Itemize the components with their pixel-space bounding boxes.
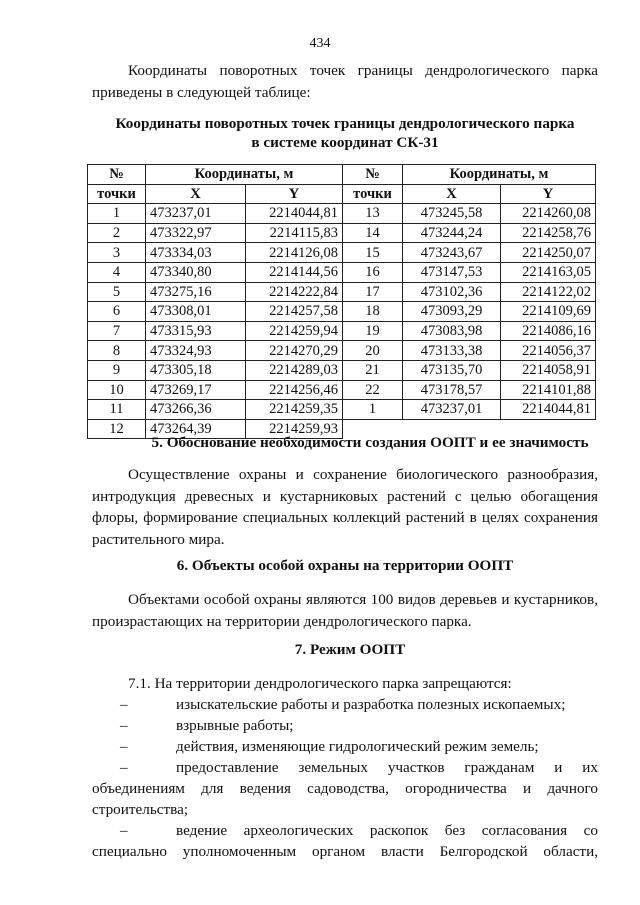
dash-marker: – (120, 738, 128, 755)
point-number-cell: 11 (88, 400, 146, 420)
table-row (88, 282, 596, 302)
dash-marker: – (120, 717, 128, 734)
x-coordinate-cell: 473324,93 (146, 341, 246, 361)
list-item-continuation: специально уполномоченным органом власти Белгородской области, (92, 843, 598, 860)
x-coordinate-cell: 473245,58 (403, 204, 501, 224)
list-item-text: ведение археологических раскопок без согласования со (176, 822, 598, 839)
y-coordinate-cell: 2214044,81 (501, 400, 596, 420)
dash-marker: – (120, 759, 128, 776)
x-coordinate-cell: 473178,57 (403, 380, 501, 400)
section-6-text: Объектами особой охраны являются 100 видов деревьев и кустарников, произрастающих на территории дендрологического парка. (92, 591, 598, 630)
col-point-header: точки (88, 184, 146, 204)
point-number-cell: 22 (343, 380, 403, 400)
col-coords-header-right: Координаты, м (403, 165, 596, 185)
list-item-continuation: строительства; (92, 801, 189, 818)
y-coordinate-cell: 2214259,93 (246, 419, 343, 439)
point-number-cell: 15 (343, 243, 403, 263)
col-point-header-right: точки (343, 184, 403, 204)
x-coordinate-cell: 473102,36 (403, 282, 501, 302)
list-item-text: изыскательские работы и разработка полезных ископаемых; (176, 696, 566, 713)
table-row (88, 204, 596, 224)
list-item-text: действия, изменяющие гидрологический режим земель; (176, 738, 539, 755)
list-item-text: взрывные работы; (176, 717, 294, 734)
col-y-header: Y (246, 184, 343, 204)
x-coordinate-cell: 473133,38 (403, 341, 501, 361)
dash-marker: – (120, 822, 128, 839)
x-coordinate-cell: 473315,93 (146, 321, 246, 341)
y-coordinate-cell: 2214258,76 (501, 223, 596, 243)
table-row (88, 360, 596, 380)
section-7-title: 7. Режим ООПТ (294, 641, 406, 658)
page-number: 434 (309, 36, 331, 51)
section-7-1-text: 7.1. На территории дендрологического парка запрещаются: (128, 675, 512, 692)
table-row (88, 380, 596, 400)
x-coordinate-cell: 473135,70 (403, 360, 501, 380)
col-coords-header-left: Координаты, м (146, 165, 343, 185)
x-coordinate-cell: 473093,29 (403, 302, 501, 322)
x-coordinate-cell: 473334,03 (146, 243, 246, 263)
col-x-header-right: X (403, 184, 501, 204)
point-number-cell: 21 (343, 360, 403, 380)
y-coordinate-cell: 2214222,84 (246, 282, 343, 302)
section-5-title: 5. Обоснование необходимости создания ООПТ и ее значимость (151, 434, 589, 451)
x-coordinate-cell: 473322,97 (146, 223, 246, 243)
point-number-cell: 7 (88, 321, 146, 341)
table-title-line1: Координаты поворотных точек границы дендрологического парка (115, 115, 575, 132)
point-number-cell: 10 (88, 380, 146, 400)
point-number-cell: 6 (88, 302, 146, 322)
y-coordinate-cell: 2214163,05 (501, 262, 596, 282)
point-number-cell: 18 (343, 302, 403, 322)
y-coordinate-cell: 2214115,83 (246, 223, 343, 243)
table-row (88, 321, 596, 341)
dash-marker: – (120, 696, 128, 713)
point-number-cell: 1 (343, 400, 403, 420)
col-num-header-right: № (343, 165, 403, 185)
x-coordinate-cell: 473237,01 (146, 204, 246, 224)
point-number-cell: 2 (88, 223, 146, 243)
x-coordinate-cell: 473243,67 (403, 243, 501, 263)
y-coordinate-cell: 2214260,08 (501, 204, 596, 224)
y-coordinate-cell: 2214289,03 (246, 360, 343, 380)
y-coordinate-cell: 2214250,07 (501, 243, 596, 263)
y-coordinate-cell: 2214257,58 (246, 302, 343, 322)
table-header-row-2 (88, 184, 596, 204)
table-title-line2: в системе координат СК-31 (251, 134, 439, 151)
list-item-continuation: объединениям для ведения садоводства, огородничества и дачного (92, 780, 598, 797)
x-coordinate-cell: 473340,80 (146, 262, 246, 282)
point-number-cell: 19 (343, 321, 403, 341)
x-coordinate-cell: 473083,98 (403, 321, 501, 341)
point-number-cell: 20 (343, 341, 403, 361)
point-number-cell: 14 (343, 223, 403, 243)
y-coordinate-cell: 2214259,94 (246, 321, 343, 341)
table-row (88, 400, 596, 420)
x-coordinate-cell: 473308,01 (146, 302, 246, 322)
x-coordinate-cell: 473266,36 (146, 400, 246, 420)
y-coordinate-cell: 2214044,81 (246, 204, 343, 224)
table-row (88, 341, 596, 361)
section-5-text: Осуществление охраны и сохранение биологического разнообразия, интродукция древесных и кустарниковых растений с целью обогащения флоры, формирование специальных коллекций растений в целях сохранения растительного мира. (92, 466, 598, 548)
coordinates-table (87, 164, 596, 439)
y-coordinate-cell: 2214086,16 (501, 321, 596, 341)
point-number-cell: 4 (88, 262, 146, 282)
x-coordinate-cell: 473269,17 (146, 380, 246, 400)
table-row (88, 243, 596, 263)
x-coordinate-cell: 473147,53 (403, 262, 501, 282)
point-number-cell: 5 (88, 282, 146, 302)
x-coordinate-cell: 473264,39 (146, 419, 246, 439)
point-number-cell: 9 (88, 360, 146, 380)
point-number-cell: 8 (88, 341, 146, 361)
y-coordinate-cell: 2214122,02 (501, 282, 596, 302)
col-x-header: X (146, 184, 246, 204)
y-coordinate-cell: 2214058,91 (501, 360, 596, 380)
y-coordinate-cell: 2214056,37 (501, 341, 596, 361)
point-number-cell: 16 (343, 262, 403, 282)
x-coordinate-cell: 473244,24 (403, 223, 501, 243)
point-number-cell: 17 (343, 282, 403, 302)
table-header-row-1 (88, 165, 596, 185)
point-number-cell: 13 (343, 204, 403, 224)
section-6-title: 6. Объекты особой охраны на территории ООПТ (176, 557, 514, 574)
y-coordinate-cell: 2214109,69 (501, 302, 596, 322)
point-number-cell: 1 (88, 204, 146, 224)
y-coordinate-cell: 2214259,35 (246, 400, 343, 420)
y-coordinate-cell: 2214256,46 (246, 380, 343, 400)
table-row (88, 302, 596, 322)
point-number-cell: 3 (88, 243, 146, 263)
y-coordinate-cell: 2214270,29 (246, 341, 343, 361)
x-coordinate-cell: 473275,16 (146, 282, 246, 302)
y-coordinate-cell: 2214126,08 (246, 243, 343, 263)
point-number-cell: 12 (88, 419, 146, 439)
intro-paragraph: Координаты поворотных точек границы дендрологического парка приведены в следующей таблице: (92, 62, 598, 101)
x-coordinate-cell: 473237,01 (403, 400, 501, 420)
x-coordinate-cell: 473305,18 (146, 360, 246, 380)
col-num-header: № (88, 165, 146, 185)
table-row (88, 223, 596, 243)
col-y-header-right: Y (501, 184, 596, 204)
table-row (88, 262, 596, 282)
y-coordinate-cell: 2214101,88 (501, 380, 596, 400)
y-coordinate-cell: 2214144,56 (246, 262, 343, 282)
list-item-text: предоставление земельных участков гражданам и их (176, 759, 598, 776)
